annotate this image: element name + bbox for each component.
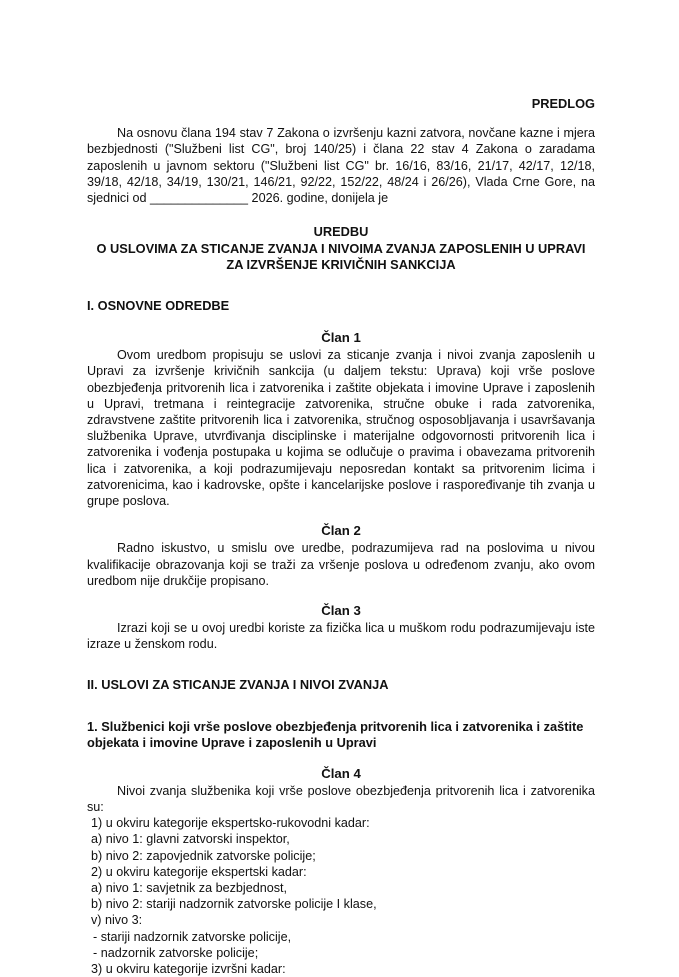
preamble-paragraph: Na osnovu člana 194 stav 7 Zakona o izvršenju kazni zatvora, novčane kazne i mjera bezbjednosti ("Službeni list CG", broj 140/25) i člana 22 stav 4 Zakona o zaradama zaposlenih u javnom sektoru ("Službeni list CG" br. 16/16, 83/16, 21/17, 42/17, 12/18, 39/18, 42/18, 34/19, 130/21, 146/21, 92/22, 152/22, 48/24 i 26/26), Vlada Crne Gore, na sjednici od ______________ 2026. godine, donijela je — [87, 126, 595, 206]
article-4-intro: Nivoi zvanja službenika koji vrše poslove obezbjeđenja pritvorenih lica i zatvorenika su: — [87, 783, 595, 814]
section-heading-basic-provisions: I. OSNOVNE ODREDBE — [87, 297, 230, 313]
article-1-heading: Član 1 — [321, 329, 361, 345]
article-2-heading: Član 2 — [321, 523, 361, 539]
list-item: b) nivo 2: stariji nadzornik zatvorske policije I klase, — [91, 897, 377, 912]
decree-title: UREDBU — [313, 224, 369, 240]
list-item: v) nivo 3: — [91, 913, 143, 928]
article-1-text: Ovom uredbom propisuju se uslovi za sticanje zvanja i nivoi zvanja zaposlenih u Upravi za izvršenje krivičnih sankcija (u daljem tekstu: Uprava) koji vrše poslove obezbjeđenja pritvorenih lica i zatvorenika i zaštite objekata i imovine Uprave i zaposlenih u Upravi, tretmana i reintegracije zatvorenika, stručne obuke i rada zatvorenika, zdravstvene zaštite pritvorenih lica i zatvorenika, stručnog osposobljavanja i usavršavanja službenika Uprave, utvrđivanja disciplinske i materijalne odgovornosti pritvorenih lica i zatvorenika i vođenja postupaka u kojima se odlučuje o pravima i obavezama pritvorenih lica i zatvorenika, a koji podrazumijevaju neposredan kontakt sa pritvorenim licima i zatvorenicima, kao i kadrovske, opšte i kancelarijske poslove i raspoređivanje tih zvanja u grupe poslova. — [87, 348, 595, 508]
list-item: - stariji nadzornik zatvorske policije, — [93, 929, 292, 944]
list-item: b) nivo 2: zapovjednik zatvorske policije; — [91, 848, 316, 863]
list-item: 2) u okviru kategorije ekspertski kadar: — [91, 864, 307, 879]
subsection-heading-security-officers: 1. Službenici koji vrše poslove obezbjeđenja pritvorenih lica i zatvorenika i zaštite objekata i imovine Uprave i zaposlenih u Upravi — [87, 718, 584, 751]
article-3-heading: Član 3 — [321, 602, 361, 618]
list-item: a) nivo 1: savjetnik za bezbjednost, — [91, 881, 288, 896]
list-item: 3) u okviru kategorije izvršni kadar: — [91, 962, 286, 977]
document-body — [87, 96, 595, 977]
article-2-text: Radno iskustvo, u smislu ove uredbe, podrazumijeva rad na poslovima u nivou kvalifikacije obrazovanja koji se traži za vršenje poslova u određenom zvanju, ako ovom uredbom nije drukčije propisano. — [87, 541, 595, 588]
decree-subtitle-line1: O USLOVIMA ZA STICANJE ZVANJA I NIVOIMA ZVANJA ZAPOSLENIH U UPRAVI — [96, 240, 586, 256]
list-item: - nadzornik zatvorske policije; — [93, 945, 259, 960]
article-4-heading: Član 4 — [321, 765, 361, 781]
proposal-label: PREDLOG — [531, 96, 595, 111]
section-heading-conditions: II. USLOVI ZA STICANJE ZVANJA I NIVOI ZVANJA — [87, 676, 389, 692]
list-item: a) nivo 1: glavni zatvorski inspektor, — [91, 832, 290, 847]
article-3-text: Izrazi koji se u ovoj uredbi koriste za fizička lica u muškom rodu podrazumijevaju iste izraze u ženskom rodu. — [87, 621, 595, 652]
list-item: 1) u okviru kategorije ekspertsko-rukovodni kadar: — [91, 816, 370, 831]
decree-subtitle-line2: ZA IZVRŠENJE KRIVIČNIH SANKCIJA — [226, 257, 456, 273]
